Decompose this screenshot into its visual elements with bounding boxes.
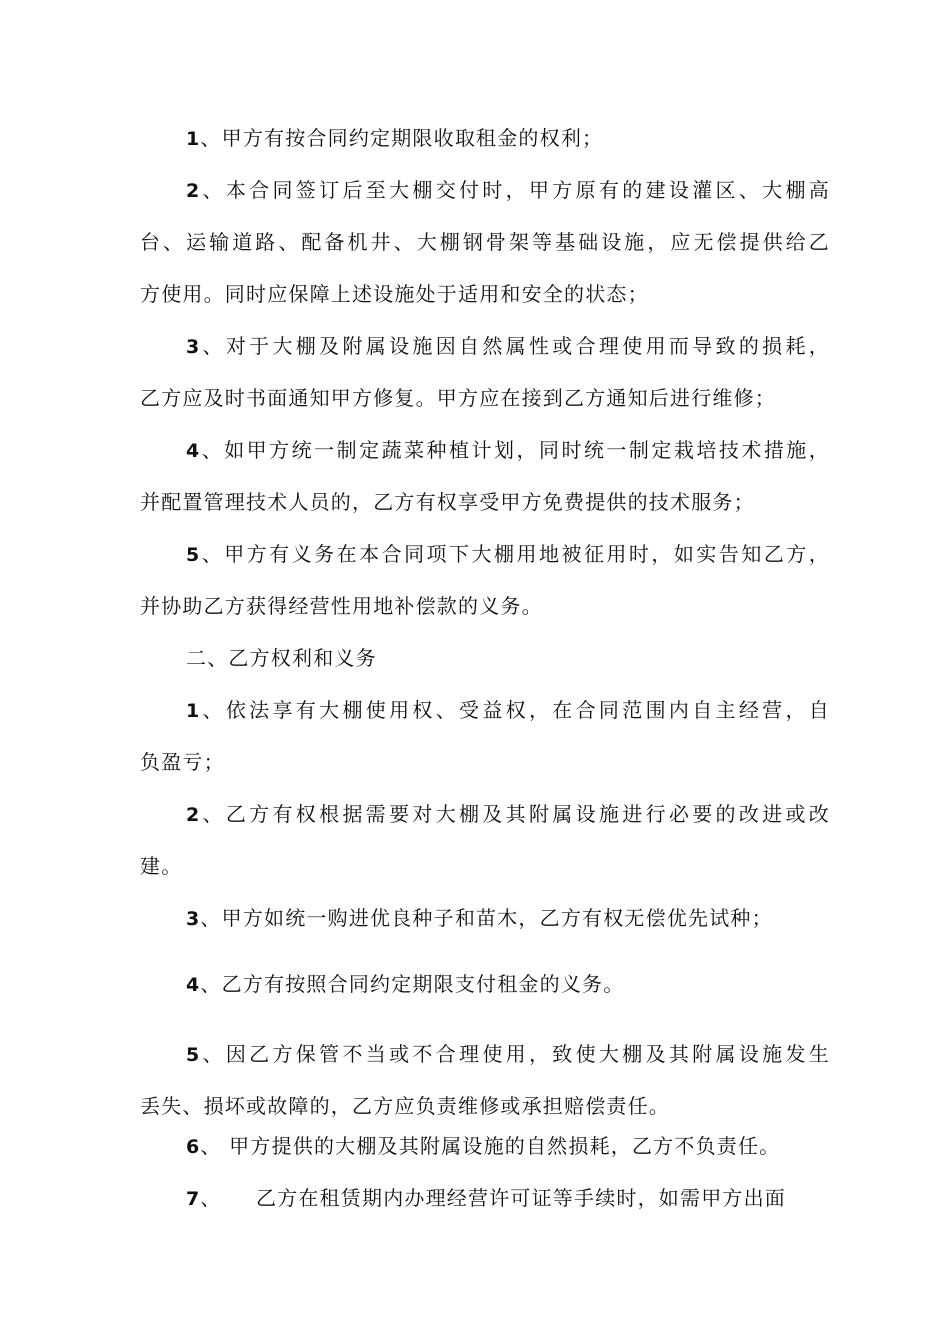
item-number: 3 — [186, 908, 201, 930]
party-a-item-1-line-1: 1、甲方有按合同约定期限收取租金的权利； — [186, 124, 830, 153]
item-number: 2 — [186, 180, 201, 202]
party-b-item-2-line-1: 2、乙方有权根据需要对大棚及其附属设施进行必要的改进或改 — [186, 800, 830, 829]
item-number: 2 — [186, 804, 201, 826]
item-number: 1 — [186, 128, 201, 150]
section-heading: 二、乙方权利和义务 — [186, 646, 377, 670]
item-number: 3 — [186, 336, 201, 358]
item-number-with-mark: 7、 — [186, 1186, 222, 1210]
party-a-item-3-line-2: 乙方应及时书面通知甲方修复。甲方应在接到乙方通知后进行维修； — [140, 386, 776, 410]
party-b-item-1-line-1: 1、依法享有大棚使用权、受益权，在合同范围内自主经营，自 — [186, 696, 830, 725]
party-a-item-2-line-1: 2、本合同签订后至大棚交付时，甲方原有的建设灌区、大棚高 — [186, 176, 830, 205]
party-b-item-5-line-1: 5、因乙方保管不当或不合理使用，致使大棚及其附属设施发生 — [186, 1040, 830, 1069]
party-a-item-2-line-2: 台、运输道路、配备机井、大棚钢骨架等基础设施，应无偿提供给乙 — [140, 230, 830, 254]
party-a-item-3-line-1: 3、对于大棚及附属设施因自然属性或合理使用而导致的损耗， — [186, 332, 830, 361]
party-b-item-4-line-1: 4、乙方有按照合同约定期限支付租金的义务。 — [186, 970, 830, 999]
party-a-item-2-line-3: 方使用。同时应保障上述设施处于适用和安全的状态； — [140, 282, 649, 306]
party-b-item-3-line-1: 3、甲方如统一购进优良种子和苗木，乙方有权无偿优先试种； — [186, 904, 830, 933]
party-b-item-1-line-2: 负盈亏； — [140, 750, 225, 774]
item-number: 4 — [186, 440, 201, 462]
party-a-item-5-line-1: 5、甲方有义务在本合同项下大棚用地被征用时，如实告知乙方， — [186, 540, 830, 569]
item-number: 4 — [186, 974, 201, 996]
party-b-item-5-line-2: 丢失、损坏或故障的，乙方应负责维修或承担赔偿责任。 — [140, 1094, 670, 1118]
party-b-item-6-line-1: 6、 甲方提供的大棚及其附属设施的自然损耗，乙方不负责任。 — [186, 1132, 830, 1161]
item-number: 5 — [186, 1044, 201, 1066]
item-number: 1 — [186, 700, 201, 722]
party-a-item-4-line-1: 4、如甲方统一制定蔬菜种植计划，同时统一制定栽培技术措施， — [186, 436, 830, 465]
item-number: 5 — [186, 544, 201, 566]
party-b-item-2-line-2: 建。 — [140, 854, 183, 878]
party-a-item-4-line-2: 并配置管理技术人员的，乙方有权享受甲方免费提供的技术服务； — [140, 490, 755, 514]
party-a-item-5-line-2: 并协助乙方获得经营性用地补偿款的义务。 — [140, 594, 543, 618]
party-b-item-7-line-1: 7、 乙方在租赁期内办理经营许可证等手续时，如需甲方出面 — [186, 1184, 830, 1213]
item-number: 6 — [186, 1136, 201, 1158]
